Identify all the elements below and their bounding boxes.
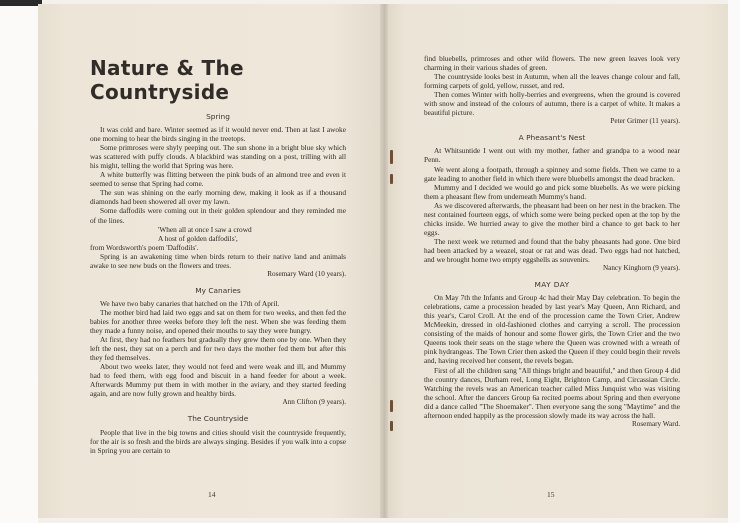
author-signature: Rosemary Ward (10 years). [267,269,346,278]
author-signature: Peter Grimer (11 years). [610,117,680,126]
scan-corner-mark [0,0,42,6]
paragraph: Then comes Winter with holly-berries and evergreens, when the ground is covered with snow and instead of the colours of autumn, there is a carpet of white. It makes a beautiful picture. [424,90,680,118]
page-title: Nature & The Countryside [90,56,244,104]
left-page-content [90,56,346,455]
staple-top-2 [390,174,393,184]
author-signature: Nancy Kinghorn (9 years). [602,264,680,273]
section-heading-countryside: The Countryside [187,414,249,424]
paragraph: Mummy and I decided we would go and pick some bluebells. As we were picking them a pheasant flew from underneath Mummy's hand. [424,182,680,201]
paragraph: First of all the children sang "All things bright and beautiful," and then Group 4 did the country dances, Durham reel, Long Eight, Brighton Camp, and Circassian Circle. Watching the revels was an American teacher called Miss Junquist who was visiting the school. After the dancers Group 6a recited poems about Spring and then everyone did a dance called "The Shoemaker". Then everyone sang the song "Maytime" and the afternoon ended happily as the procession slowly made its way across the hall. [424,365,680,420]
paragraph: The countryside looks best in Autumn, when all the leaves change colour and fall, forming carpets of gold, yellow, russet, and red. [424,72,680,91]
author-signature: Rosemary Ward. [632,419,680,428]
paragraph: About two weeks later, they would not feed and were weak and ill, and Mummy had to feed them, with egg food and biscuit in a hand feeder for about a week. Afterwards Mummy put them in with mother in the aviary, and they started feeding again, and are now fully grown and healthy birds. [90,362,346,399]
paragraph: At first, they had no feathers but gradually they grew them one by one. When they left the nest, they sat on a perch and for two days the mother fed them but after this they fed themselves. [90,335,346,363]
paragraph: The sun was shining on the early morning dew, making it look as if a thousand diamonds had been showered all over my lawn. [90,188,346,207]
paragraph: The mother bird had laid two eggs and sat on them for two weeks, and then fed the babies for another three weeks before they left the nest. When she was feeding them they made a funny noise, and opened their mouths to say they were hungry. [90,307,346,336]
paragraph: The next week we returned and found that the baby pheasants had gone. One bird had been attacked by a weazel, stoat or rat and was dead. Two eggs had not hatched, and we brought home two empty eggshells as souvenirs. [424,236,680,264]
section-heading-canaries: My Canaries [195,285,241,295]
paragraph: At Whitsuntide I went out with my mother, father and grandpa to a wood near Penn. [424,146,680,165]
paragraph: Some daffodils were coming out in their golden splendour and they reminded me of the lines. [90,206,346,225]
paragraph: We have two baby canaries that hatched on the 17th of April. [100,298,280,308]
paragraph: Spring is an awakening time when birds return to their native land and animals awake to see new buds on the flowers and trees. [90,251,346,270]
book-gutter [380,4,388,518]
section-heading-spring: Spring [206,112,230,121]
paragraph: A white butterfly was flitting between the pink buds of an almond tree and even it seemed to sense that Spring had come. [90,170,346,189]
poem-line: A host of golden daffodils', [158,233,238,243]
poem-line: 'When all at once I saw a crowd [158,224,252,234]
paragraph: People that live in the big towns and cities should visit the countryside frequently, for the air is so fresh and the birds are always singing. Besides if you walk into a copse in Spring you are certain to [90,427,346,455]
paragraph: Some primroses were shyly peeping out. The sun shone in a bright blue sky which was scattered with puffy clouds. A blackbird was standing on a post, trilling with all his might, telling the world that Spring was here. [90,143,346,171]
staple-bottom [390,400,393,412]
paragraph: It was cold and bare. Winter seemed as if it would never end. Then at last I awoke one morning to hear the birds singing in the treetops. [90,125,346,144]
paragraph: We went along a footpath, through a spinney and some fields. Then we came to a gate leading to another field in which there were bluebells amongst the dead bracken. [424,164,680,183]
page-number-right: 15 [547,490,555,499]
staple-bottom-2 [390,421,393,431]
paragraph: On May 7th the Infants and Group 4c had their May Day celebration. To begin the celebrations, came a procession headed by last year's May Queen, Ann Richard, and this year's, Carol Croll. At the end of the procession came the Town Crier, Andrew McMeekin, dressed in old-fashioned clothes and carrying a scroll. The procession consisting of the maids of honour and some flower girls, the Town Crier and the two Queens took their seats on the stage where the Queen was crowned with a wreath of pink hydrangeas. The Town Crier then asked the Queen if they could begin their revels and, having received her consent, the revels began. [424,293,680,366]
paragraph: from Wordsworth's poem 'Daffodils'. [90,242,199,252]
section-heading-pheasant: A Pheasant's Nest [518,133,586,143]
scan-margin-left [0,0,38,523]
section-heading-mayday: MAY DAY [534,280,570,290]
staple-top [390,150,393,164]
paragraph: find bluebells, primroses and other wild flowers. The new green leaves look very charming in their various shades of green. [424,54,680,73]
right-page-content [424,54,680,429]
author-signature: Ann Clifton (9 years). [282,398,346,407]
paragraph: As we discovered afterwards, the pheasant had been on her nest in the bracken. The nest contained fourteen eggs, of which some were being pecked open at the top by the chicks inside. We hurried away to give the mother bird a chance to get back to her eggs. [424,200,680,237]
scan-margin-right [728,0,740,523]
page-number-left: 14 [208,490,216,499]
